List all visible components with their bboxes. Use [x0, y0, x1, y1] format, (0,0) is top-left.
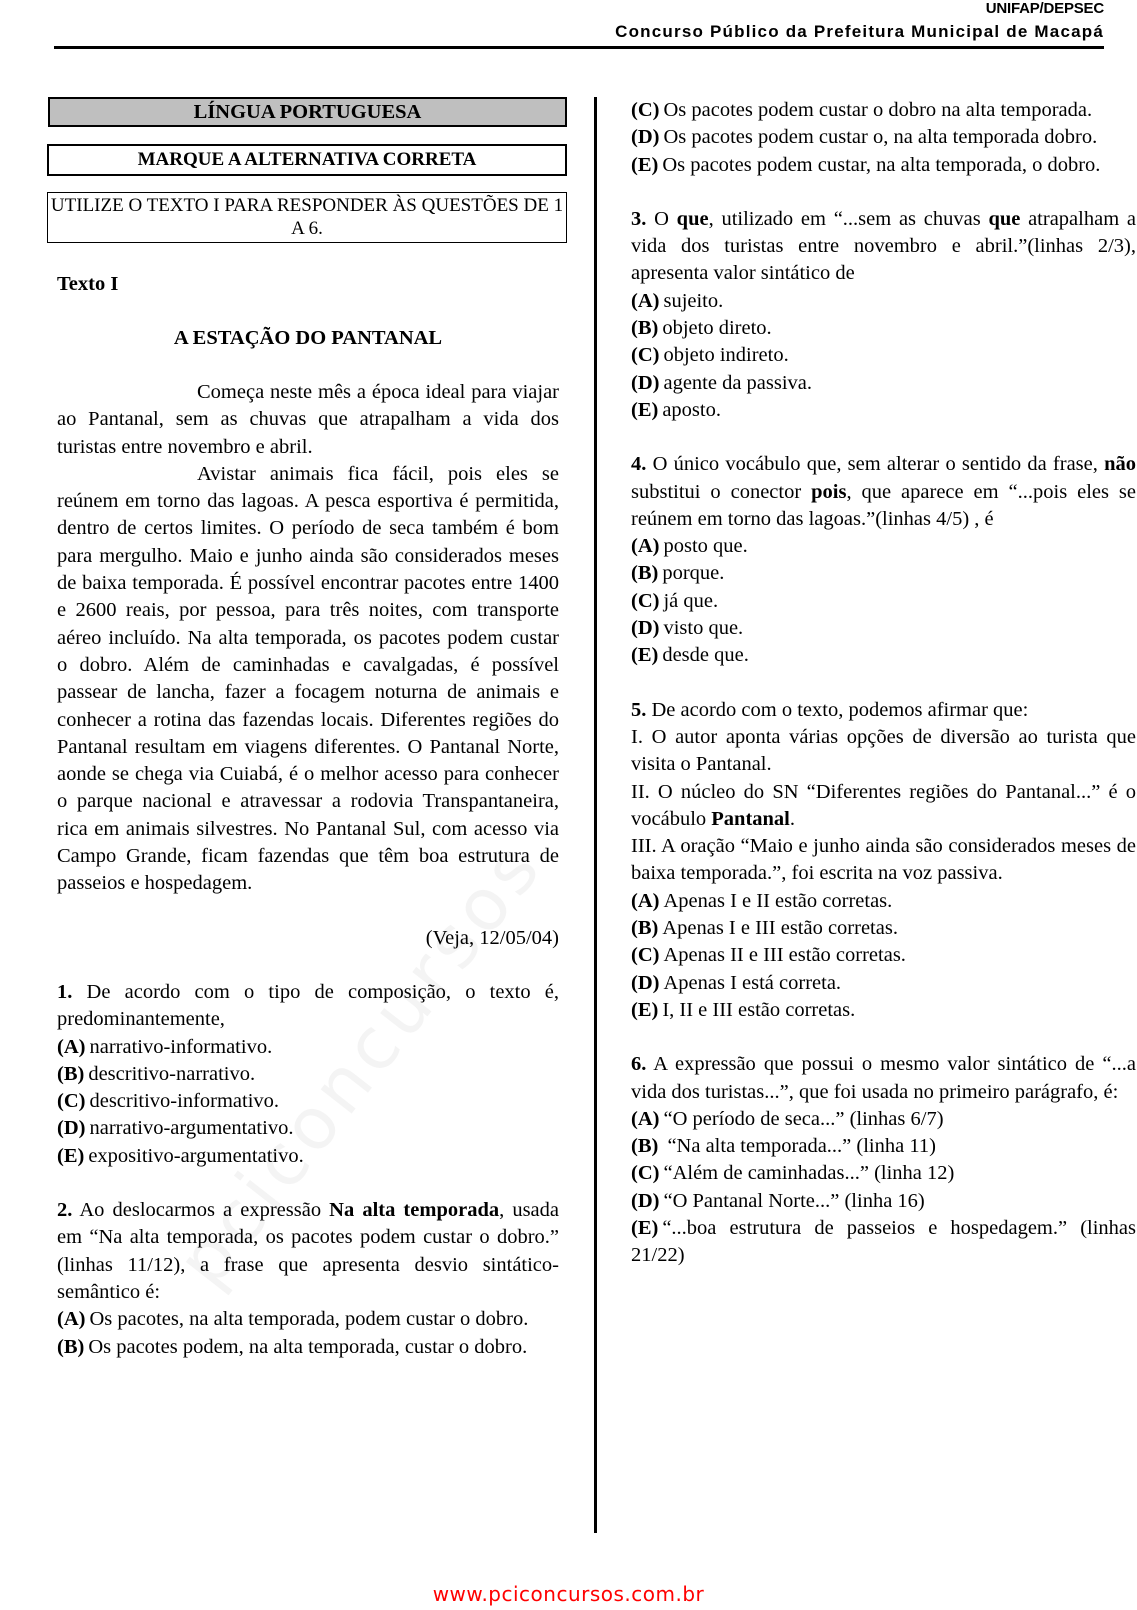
option-d[interactable]: (D) narrativo-argumentativo. [57, 1117, 294, 1140]
option-d[interactable]: (D) visto que. [631, 617, 744, 640]
option-c[interactable]: (C) objeto indireto. [631, 344, 789, 367]
question-3 [631, 206, 1136, 424]
option-a[interactable]: (A) narrativo-informativo. [57, 1035, 273, 1058]
option-e[interactable]: (E) I, II e III estão corretas. [631, 998, 856, 1021]
option-c[interactable]: (C) Apenas II e III estão corretas. [631, 944, 906, 967]
option-d[interactable]: (D) agente da passiva. [631, 371, 813, 394]
text-source: (Veja, 12/05/04) [425, 926, 559, 949]
question-number: 4. [631, 453, 647, 476]
section-title-box: LÍNGUA PORTUGUESA [48, 97, 567, 127]
statement-3: III. A oração “Maio e junho ainda são considerados meses de baixa temporada.”, foi escrita na voz passiva. [631, 835, 1136, 885]
question-2-continued [631, 97, 1136, 179]
option-d[interactable]: (D) “O Pantanal Norte...” (linha 16) [631, 1189, 925, 1212]
statement-1: I. O autor aponta várias opções de diversão ao turista que visita o Pantanal. [631, 725, 1136, 776]
question-stem: 3. O que, utilizado em “...sem as chuvas que atrapalham a vida dos turistas entre novembro e abril.”(linhas 2/3), apresenta valor sintático de [631, 207, 1136, 285]
option-e[interactable]: (E) Os pacotes podem custar, na alta temporada, o dobro. [631, 153, 1101, 176]
instruction-box: MARQUE A ALTERNATIVA CORRETA [47, 144, 567, 176]
option-c[interactable]: (C) “Além de caminhadas...” (linha 12) [631, 1162, 955, 1185]
option-b[interactable]: (B) Os pacotes podem, na alta temporada, custar o dobro. [57, 1335, 528, 1358]
option-b[interactable]: (B) objeto direto. [631, 317, 772, 340]
question-number: 3. [631, 207, 647, 230]
text-paragraph: Começa neste mês a época ideal para viajar ao Pantanal, sem as chuvas que atrapalham a vida dos turistas entre novembro e abril. [57, 381, 559, 458]
column-divider [594, 97, 597, 1533]
question-stem: 6. A expressão que possui o mesmo valor sintático de “...a vida dos turistas...”, que foi usada no primeiro parágrafo, é: [631, 1053, 1136, 1103]
option-d[interactable]: (D) Apenas I está correta. [631, 971, 842, 994]
option-e[interactable]: (E) expositivo-argumentativo. [57, 1144, 304, 1167]
right-column [631, 97, 1136, 1270]
option-e[interactable]: (E) desde que. [631, 644, 749, 667]
question-2 [57, 1197, 559, 1361]
header-rule [54, 46, 1104, 49]
option-d[interactable]: (D) Os pacotes podem custar o, na alta temporada dobro. [631, 126, 1098, 149]
question-6 [631, 1051, 1136, 1269]
question-stem: 5. De acordo com o texto, podemos afirmar que: [631, 698, 1029, 721]
text-title: A ESTAÇÃO DO PANTANAL [173, 327, 443, 349]
question-number: 6. [631, 1053, 647, 1076]
option-e[interactable]: (E) aposto. [631, 398, 721, 421]
question-number: 5. [631, 698, 647, 721]
question-number: 2. [57, 1199, 73, 1222]
header-org: UNIFAP/DEPSEC [985, 0, 1104, 17]
question-5 [631, 697, 1136, 1025]
text-paragraph: Avistar animais fica fácil, pois eles se reúnem em torno das lagoas. A pesca esportiva é permitida, dentro de certos limites. O período de seca também é bom para mergulho. Maio e junho ainda são considerados meses de baixa temporada. É possível encontrar pacotes entre 1400 e 2600 reais, por pessoa, para três noites, com transporte aéreo incluído. Na alta temporada, os pacotes podem custar o dobro. Além de caminhadas e cavalgadas, é possível passear de lancha, fazer a focagem noturna de animais e conhecer a rotina das fazendas locais. Diferentes regiões do Pantanal resultam em viagens diferentes. O Pantanal Norte, aonde se chega via Cuiabá, é o melhor acesso para conhecer o parque nacional e atravessar a rodovia Transpantaneira, rica em animais silvestres. No Pantanal Sul, com acesso via Campo Grande, ficam fazendas que têm boa estrutura de passeios e hospedagem. [57, 462, 559, 895]
question-1 [57, 979, 559, 1170]
question-stem: 1. De acordo com o tipo de composição, o texto é, predominantemente, [57, 980, 560, 1031]
left-column [50, 97, 564, 1361]
option-c[interactable]: (C) já que. [631, 589, 719, 612]
option-b[interactable]: (B) descritivo-narrativo. [57, 1062, 256, 1085]
text-label: Texto I [57, 273, 119, 295]
footer-url[interactable]: www.pciconcursos.com.br [432, 1582, 705, 1606]
option-c[interactable]: (C) descritivo-informativo. [57, 1090, 280, 1113]
option-e[interactable]: (E) “...boa estrutura de passeios e hospedagem.” (linhas 21/22) [631, 1216, 1136, 1267]
option-c[interactable]: (C) Os pacotes podem custar o dobro na alta temporada. [631, 99, 1093, 121]
option-b[interactable]: (B) Apenas I e III estão corretas. [631, 917, 898, 940]
question-stem: 4. O único vocábulo que, sem alterar o sentido da frase, não substitui o conector pois, que aparece em “...pois eles se reúnem em torno das lagoas.”(linhas 4/5) , é [631, 453, 1137, 530]
question-stem: 2. Ao deslocarmos a expressão Na alta temporada, usada em “Na alta temporada, os pacotes podem custar o dobro.” (linhas 11/12), a frase que apresenta desvio sintático-semântico é: [57, 1199, 559, 1303]
option-b[interactable]: (B) porque. [631, 562, 725, 585]
statement-2: II. O núcleo do SN “Diferentes regiões do Pantanal...” é o vocábulo Pantanal. [631, 780, 1136, 830]
option-a[interactable]: (A) Apenas I e II estão corretas. [631, 889, 893, 912]
option-a[interactable]: (A) posto que. [631, 535, 748, 558]
question-number: 1. [57, 980, 73, 1003]
header-title: Concurso Público da Prefeitura Municipal de Macapá [615, 22, 1104, 41]
option-b[interactable]: (B) “Na alta temporada...” (linha 11) [631, 1135, 936, 1158]
question-4 [631, 451, 1136, 669]
option-a[interactable]: (A) Os pacotes, na alta temporada, podem custar o dobro. [57, 1308, 529, 1331]
usage-box: UTILIZE O TEXTO I PARA RESPONDER ÀS QUESTÕES DE 1 A 6. [47, 192, 567, 243]
option-a[interactable]: (A) “O período de seca...” (linhas 6/7) [631, 1107, 944, 1130]
option-a[interactable]: (A) sujeito. [631, 289, 724, 312]
